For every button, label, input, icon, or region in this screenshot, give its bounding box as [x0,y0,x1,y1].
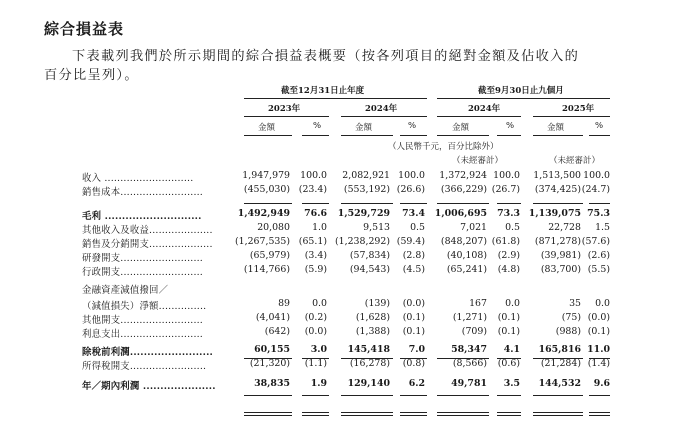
unaudited-note-2: （未經審計） [549,156,601,166]
amount-cell: 1,139,075 [528,208,581,219]
percent-cell: 73.3 [497,208,520,219]
percent-cell: 9.6 [593,378,610,389]
percent-cell: (1.1) [304,358,327,369]
percent-cell: 100.0 [300,170,327,181]
amount-cell: 2,082,921 [342,170,390,181]
total-rule-c8 [589,395,610,396]
double-rule-3 [341,412,393,416]
table-row [82,250,622,262]
subtotal-rule-b3 [341,358,393,359]
amount-cell: (16,278) [349,358,390,369]
table-row [82,312,622,324]
percent-cell: 73.4 [402,208,425,219]
table-row [82,326,622,338]
amount-cell: (75) [561,312,581,323]
amount-cell: 167 [469,298,487,309]
total-rule-c7 [533,395,583,396]
percent-cell: 76.6 [304,208,327,219]
percent-cell: (0.2) [304,312,327,323]
percent-cell: (0.6) [497,358,520,369]
subtotal-rule-a5 [437,203,489,204]
row-label: 毛利 ............................ [82,211,202,222]
double-rule-6 [497,412,521,416]
percent-cell: (23.4) [298,184,327,195]
subtotal-rule-b5 [437,358,489,359]
total-rule-c5 [437,395,489,396]
row-label: （減值損失）淨額............... [82,301,207,312]
amount-cell: (114,766) [243,264,290,275]
header-amount-3: 金額 [452,123,470,133]
amount-cell: (871,278) [534,236,581,247]
amount-cell: (1,388) [355,326,390,337]
amount-cell: (21,320) [249,358,290,369]
table-row [82,378,622,390]
amount-cell: 1,529,729 [337,208,390,219]
header-period-annual: 截至12月31日止年度 [281,86,365,96]
percent-cell: 0.0 [505,298,520,309]
percent-cell: (0.0) [587,312,610,323]
amount-cell: (366,229) [440,184,487,195]
percent-cell: 100.0 [398,170,425,181]
subtotal-rule-a3 [341,203,393,204]
percent-cell: (0.1) [497,312,520,323]
amount-cell: 89 [278,298,290,309]
percent-cell: (4.5) [402,264,425,275]
percent-cell: 0.0 [595,298,610,309]
percent-cell: (0.8) [402,358,425,369]
amt-rule-1 [244,135,292,136]
amount-cell: 1,947,979 [242,170,290,181]
percent-cell: (2.9) [497,250,520,261]
percent-cell: (57.6) [581,236,610,247]
header-amount-4: 金額 [547,123,565,133]
row-label: 利息支出.......................... [82,329,203,340]
amount-cell: (1,238,292) [334,236,390,247]
amount-cell: (139) [364,298,390,309]
header-year-2023: 2023年 [268,104,301,114]
percent-cell: 0.0 [312,298,327,309]
row-label: 銷售及分銷開支.................... [82,239,213,250]
total-rule-c1 [244,395,292,396]
row-label: 銷售成本.......................... [82,187,203,198]
percent-cell: 75.3 [587,208,610,219]
amount-cell: (40,108) [446,250,487,261]
amount-cell: 20,080 [257,222,290,233]
amount-cell: (83,700) [540,264,581,275]
subtotal-rule-b1 [244,358,292,359]
amt-rule-3 [437,135,489,136]
percent-cell: 100.0 [583,170,610,181]
percent-cell: (61.8) [491,236,520,247]
amount-cell: (21,284) [540,358,581,369]
subtotal-rule-b6 [497,358,521,359]
percent-cell: (0.0) [402,298,425,309]
percent-cell: (2.8) [402,250,425,261]
amount-cell: (39,981) [540,250,581,261]
pct-rule-3 [497,135,521,136]
row-label: 其他開支.......................... [82,315,203,326]
row-label: 所得稅開支........................ [82,361,207,372]
amount-cell: (374,425) [534,184,581,195]
percent-cell: 1.0 [312,222,327,233]
subtotal-rule-a2 [302,203,329,204]
amount-cell: 9,513 [363,222,390,233]
subtotal-rule-b8 [589,358,610,359]
header-amount-2: 金額 [355,123,373,133]
percent-cell: (3.4) [304,250,327,261]
double-rule-8 [589,412,610,416]
total-rule-c3 [341,395,393,396]
subtotal-rule-a1 [244,203,292,204]
table-row [82,264,622,276]
subtotal-rule-b2 [302,358,329,359]
pct-rule-4 [589,135,610,136]
amount-cell: 38,835 [254,378,290,389]
amount-cell: (709) [461,326,487,337]
amount-cell: (848,207) [440,236,487,247]
amount-cell: 1,372,924 [439,170,487,181]
amount-cell: 165,816 [538,344,581,355]
table-row [82,358,622,370]
percent-cell: (0.0) [304,326,327,337]
header-amount-1: 金額 [258,123,276,133]
amt-rule-4 [533,135,583,136]
header-rule-annual [244,98,427,99]
percent-cell: (26.7) [491,184,520,195]
double-rule-5 [437,412,489,416]
amount-cell: (65,241) [446,264,487,275]
header-year-2025-9m: 2025年 [562,104,595,114]
pct-rule-2 [400,135,427,136]
amount-cell: 7,021 [460,222,487,233]
total-rule-c6 [497,395,521,396]
table-row [82,344,622,356]
header-year-2024-9m: 2024年 [468,104,501,114]
percent-cell: (5.5) [587,264,610,275]
table-row [82,184,622,196]
table-row [82,298,622,310]
amount-cell: (988) [555,326,581,337]
percent-cell: 4.1 [503,344,520,355]
header-year-2024: 2024年 [365,104,398,114]
amount-cell: 144,532 [538,378,581,389]
percent-cell: (0.1) [402,312,425,323]
amount-cell: 22,728 [548,222,581,233]
percent-cell: (0.1) [497,326,520,337]
amount-cell: 60,155 [254,344,290,355]
intro-line-1: 下表載列我們於所示期間的綜合損益表概要（按各列項目的絕對金額及佔收入的 [72,49,580,64]
subtotal-rule-a4 [400,203,427,204]
table-row [82,170,622,182]
percent-cell: (1.4) [587,358,610,369]
year-rule-3 [437,116,521,117]
unit-note: （人民幣千元，百分比除外） [388,142,499,152]
amount-cell: (642) [264,326,290,337]
double-rule-2 [302,412,329,416]
header-percent-4: % [595,121,604,131]
percent-cell: 7.0 [408,344,425,355]
percent-cell: 1.9 [310,378,327,389]
amount-cell: 58,347 [451,344,487,355]
percent-cell: 100.0 [493,170,520,181]
header-percent-3: % [506,121,515,131]
subtotal-rule-a8 [589,203,610,204]
row-label: 其他收入及收益.................... [82,225,213,236]
percent-cell: 3.0 [310,344,327,355]
year-rule-1 [244,116,329,117]
table-row [82,208,622,220]
pct-rule-1 [302,135,329,136]
percent-cell: 3.5 [503,378,520,389]
amount-cell: (8,566) [452,358,487,369]
percent-cell: (26.6) [396,184,425,195]
intro-line-2: 百分比呈列）。 [44,68,139,83]
percent-cell: 6.2 [408,378,425,389]
percent-cell: (4.8) [497,264,520,275]
percent-cell: (24.7) [581,184,610,195]
total-rule-c2 [302,395,329,396]
subtotal-rule-a6 [497,203,521,204]
amount-cell: 49,781 [451,378,487,389]
year-rule-4 [533,116,610,117]
row-label: 研發開支.......................... [82,253,203,264]
subtotal-rule-b4 [400,358,427,359]
amount-cell: (94,543) [349,264,390,275]
header-rule-nine-months [437,98,610,99]
row-label: 年／期內利潤 ..................... [82,381,216,392]
amount-cell: (4,041) [255,312,290,323]
row-label: 行政開支.......................... [82,267,203,278]
amount-cell: 1,513,500 [533,170,581,181]
amt-rule-2 [341,135,393,136]
amount-cell: (455,030) [243,184,290,195]
row-label: 除稅前利潤........................ [82,347,214,358]
header-percent-1: % [313,121,322,131]
percent-cell: (2.6) [587,250,610,261]
unaudited-note-1: （未經審計） [452,156,504,166]
percent-cell: (59.4) [396,236,425,247]
table-row [82,222,622,234]
amount-cell: (65,979) [249,250,290,261]
amount-cell: 35 [569,298,581,309]
amount-cell: 1,006,695 [434,208,487,219]
table-row [82,236,622,248]
percent-cell: 11.0 [587,344,610,355]
percent-cell: 1.5 [595,222,610,233]
amount-cell: (1,267,535) [234,236,290,247]
row-label: 金融資產減值撥回／ [82,285,169,296]
year-rule-2 [341,116,427,117]
amount-cell: 145,418 [347,344,390,355]
subtotal-rule-a7 [533,203,583,204]
amount-cell: (1,271) [452,312,487,323]
percent-cell: (5.9) [304,264,327,275]
percent-cell: 0.5 [410,222,425,233]
amount-cell: 1,492,949 [237,208,290,219]
double-rule-1 [244,412,292,416]
amount-cell: (553,192) [343,184,390,195]
row-label: 收入 ............................ [82,173,194,184]
percent-cell: (65.1) [298,236,327,247]
double-rule-7 [533,412,583,416]
header-percent-2: % [408,121,417,131]
table-row [82,282,622,294]
amount-cell: (1,628) [355,312,390,323]
amount-cell: 129,140 [347,378,390,389]
subtotal-rule-b7 [533,358,583,359]
percent-cell: (0.1) [402,326,425,337]
intro-paragraph [44,47,644,85]
amount-cell: (57,834) [349,250,390,261]
double-rule-4 [400,412,427,416]
total-rule-c4 [400,395,427,396]
percent-cell: (0.1) [587,326,610,337]
percent-cell: 0.5 [505,222,520,233]
header-period-nine-months: 截至9月30日止九個月 [478,86,564,96]
section-title: 綜合損益表 [44,20,125,38]
